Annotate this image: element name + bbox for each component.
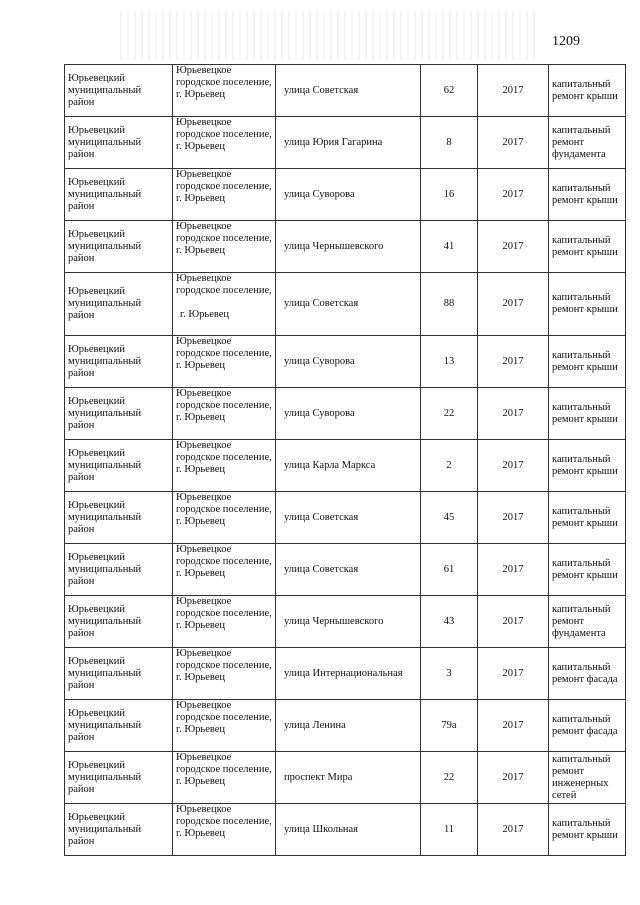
settlement-cell [173,700,276,752]
work-type-cell [549,336,626,388]
table-row [65,221,626,273]
district-cell-text: Юрьевецкий муниципальный район [68,176,142,212]
year-cell-text: 2017 [502,615,524,627]
district-cell-text: Юрьевецкий муниципальный район [68,447,142,483]
house-number-cell-text: 62 [443,84,455,96]
street-cell-text: улица Чернышевского [284,615,384,627]
year-cell [478,440,549,492]
house-number-cell-text: 13 [443,355,455,367]
settlement-cell-text: Юрьевецкое городское поселение, г. Юрьевец [176,596,272,631]
district-cell [65,492,173,544]
settlement-cell-text: Юрьевецкое городское поселение, г. Юрьевец [176,804,272,839]
district-cell [65,388,173,440]
year-cell-text: 2017 [502,136,524,148]
table-row [65,544,626,596]
year-cell [478,492,549,544]
work-type-cell-text: капитальный ремонт крыши [552,234,618,258]
settlement-cell [173,440,276,492]
work-type-cell-text: капитальный ремонт крыши [552,557,618,581]
table-row [65,596,626,648]
settlement-cell-text: Юрьевецкое городское поселение, г. Юрьевец [176,752,272,787]
house-number-cell [421,752,478,804]
year-cell [478,117,549,169]
house-number-cell [421,544,478,596]
district-cell-text: Юрьевецкий муниципальный район [68,707,142,743]
year-cell-text: 2017 [502,771,524,783]
house-number-cell [421,273,478,336]
work-type-cell [549,804,626,856]
settlement-cell-text: Юрьевецкое городское поселение, г. Юрьевец [176,388,272,423]
district-cell [65,700,173,752]
year-cell [478,221,549,273]
street-cell-text: улица Ленина [284,719,346,731]
district-cell-text: Юрьевецкий муниципальный район [68,655,142,691]
street-cell-text: улица Советская [284,563,359,575]
street-cell [276,440,421,492]
settlement-cell [173,752,276,804]
street-cell [276,804,421,856]
street-cell-text: улица Школьная [284,823,358,835]
house-number-cell [421,169,478,221]
year-cell-text: 2017 [502,511,524,523]
street-cell [276,117,421,169]
year-cell [478,752,549,804]
street-cell-text: улица Интернациональная [284,667,403,679]
house-number-cell-text: 45 [443,511,455,523]
street-cell-text: улица Суворова [284,355,355,367]
work-type-cell [549,492,626,544]
year-cell [478,596,549,648]
district-cell-text: Юрьевецкий муниципальный район [68,811,142,847]
street-cell [276,273,421,336]
district-cell [65,65,173,117]
district-cell [65,752,173,804]
work-type-cell [549,65,626,117]
year-cell [478,65,549,117]
district-cell-text: Юрьевецкий муниципальный район [68,72,142,108]
street-cell [276,492,421,544]
table-row [65,752,626,804]
district-cell-text: Юрьевецкий муниципальный район [68,343,142,379]
street-cell [276,388,421,440]
table-row [65,648,626,700]
year-cell-text: 2017 [502,407,524,419]
year-cell-text: 2017 [502,188,524,200]
district-cell-text: Юрьевецкий муниципальный район [68,499,142,535]
street-cell-text: улица Суворова [284,407,355,419]
table-row [65,336,626,388]
year-cell-text: 2017 [502,355,524,367]
district-cell [65,804,173,856]
settlement-cell-text: Юрьевецкое городское поселение, г. Юрьевец [176,65,272,100]
house-number-cell [421,700,478,752]
settlement-cell-text: Юрьевецкое городское поселение, г. Юрьевец [176,648,272,683]
year-cell-text: 2017 [502,719,524,731]
street-cell [276,752,421,804]
street-cell-text: улица Советская [284,511,359,523]
year-cell [478,169,549,221]
street-cell-text: улица Юрия Гагарина [284,136,383,148]
district-cell [65,117,173,169]
street-cell-text: улица Суворова [284,188,355,200]
year-cell-text: 2017 [502,459,524,471]
work-type-cell-text: капитальный ремонт крыши [552,453,618,477]
street-cell-text: улица Советская [284,84,359,96]
work-type-cell [549,596,626,648]
settlement-cell [173,65,276,117]
house-number-cell [421,117,478,169]
work-type-cell-text: капитальный ремонт фундамента [552,603,611,639]
settlement-cell [173,336,276,388]
house-number-cell [421,596,478,648]
work-type-cell [549,700,626,752]
table-row [65,273,626,336]
street-cell [276,596,421,648]
year-cell [478,700,549,752]
work-type-cell [549,544,626,596]
house-number-cell-text: 61 [443,563,455,575]
street-cell [276,65,421,117]
house-number-cell-text: 2 [446,459,452,471]
house-number-cell-text: 11 [443,823,455,835]
settlement-cell [173,388,276,440]
district-cell [65,440,173,492]
work-type-cell [549,221,626,273]
district-cell [65,273,173,336]
page-number: 1209 [552,34,580,49]
street-cell [276,544,421,596]
house-number-cell [421,388,478,440]
table-row [65,388,626,440]
house-number-cell [421,440,478,492]
work-type-cell [549,752,626,804]
settlement-cell-text: Юрьевецкое городское поселение, [176,273,272,296]
district-cell-text: Юрьевецкий муниципальный район [68,603,142,639]
work-type-cell [549,648,626,700]
table-row [65,804,626,856]
settlement-cell [173,273,276,336]
work-type-cell-text: капитальный ремонт крыши [552,78,618,102]
year-cell-text: 2017 [502,298,524,309]
street-cell [276,648,421,700]
year-cell-text: 2017 [502,84,524,96]
district-cell [65,648,173,700]
settlement-cell [173,648,276,700]
street-cell [276,336,421,388]
year-cell-text: 2017 [502,667,524,679]
house-number-cell [421,648,478,700]
work-type-cell-text: капитальный ремонт крыши [552,349,618,373]
year-cell [478,336,549,388]
table-row [65,169,626,221]
table-row [65,492,626,544]
district-cell [65,169,173,221]
settlement-cell [173,804,276,856]
street-cell [276,221,421,273]
work-type-cell-text: капитальный ремонт фасада [552,713,618,737]
year-cell [478,648,549,700]
street-cell-text: улица Карла Маркса [284,459,376,471]
street-cell-text: улица Чернышевского [284,240,384,252]
settlement-cell-text: Юрьевецкое городское поселение, г. Юрьевец [176,221,272,256]
work-type-cell-text: капитальный ремонт фундамента [552,124,611,160]
settlement-cell-text: Юрьевецкое городское поселение, г. Юрьевец [176,117,272,152]
table-row [65,65,626,117]
year-cell [478,804,549,856]
district-cell [65,221,173,273]
district-cell [65,336,173,388]
work-type-cell-text: капитальный ремонт крыши [552,401,618,425]
work-type-cell [549,273,626,336]
district-cell-text: Юрьевецкий муниципальный район [68,551,142,587]
house-number-cell [421,804,478,856]
settlement-cell [173,596,276,648]
house-number-cell-text: 79а [441,719,457,731]
house-number-cell-text: 3 [446,667,452,679]
house-number-cell-text: 88 [443,298,455,309]
street-cell [276,169,421,221]
street-cell [276,700,421,752]
work-type-cell-text: капитальный ремонт крыши [552,817,618,841]
house-number-cell [421,221,478,273]
year-cell-text: 2017 [502,823,524,835]
district-cell-text: Юрьевецкий муниципальный район [68,286,142,321]
year-cell [478,273,549,336]
district-cell-text: Юрьевецкий муниципальный район [68,759,142,795]
house-number-cell-text: 22 [443,771,455,783]
year-cell-text: 2017 [502,240,524,252]
district-cell-text: Юрьевецкий муниципальный район [68,228,142,264]
work-type-cell [549,169,626,221]
settlement-cell-text: Юрьевецкое городское поселение, г. Юрьевец [176,336,272,371]
settlement-cell-text: Юрьевецкое городское поселение, г. Юрьевец [176,440,272,475]
settlement-cell-text: Юрьевецкое городское поселение, г. Юрьевец [176,492,272,527]
work-type-cell-text: капитальный ремонт крыши [552,505,618,529]
year-cell [478,388,549,440]
settlement-cell [173,169,276,221]
house-number-cell-text: 22 [443,407,455,419]
settlement-tail-text: г. Юрьевец [180,309,230,320]
work-type-cell [549,440,626,492]
house-number-cell-text: 43 [443,615,455,627]
district-cell [65,596,173,648]
scan-noise [120,10,540,60]
spacer [176,297,272,309]
settlement-cell [173,117,276,169]
work-type-cell-text: капитальный ремонт крыши [552,182,618,206]
settlement-cell-text: Юрьевецкое городское поселение, г. Юрьевец [176,169,272,204]
repair-schedule-table [64,64,626,856]
settlement-cell [173,221,276,273]
year-cell-text: 2017 [502,563,524,575]
district-cell-text: Юрьевецкий муниципальный район [68,395,142,431]
house-number-cell [421,65,478,117]
district-cell [65,544,173,596]
street-cell-text: проспект Мира [284,771,353,783]
house-number-cell-text: 8 [446,136,452,148]
work-type-cell [549,388,626,440]
settlement-cell [173,492,276,544]
district-cell-text: Юрьевецкий муниципальный район [68,124,142,160]
settlement-cell [173,544,276,596]
house-number-cell-text: 16 [443,188,455,200]
work-type-cell-text: капитальный ремонт фасада [552,661,618,685]
table-row [65,117,626,169]
settlement-cell-text: Юрьевецкое городское поселение, г. Юрьевец [176,700,272,735]
house-number-cell [421,336,478,388]
table-row [65,440,626,492]
house-number-cell [421,492,478,544]
street-cell-text: улица Советская [284,298,359,309]
work-type-cell [549,117,626,169]
house-number-cell-text: 41 [443,240,455,252]
year-cell [478,544,549,596]
work-type-cell-text: капитальный ремонт инженерных сетей [552,753,611,801]
settlement-cell-text: Юрьевецкое городское поселение, г. Юрьевец [176,544,272,579]
table-row [65,700,626,752]
work-type-cell-text: капитальный ремонт крыши [552,292,618,315]
